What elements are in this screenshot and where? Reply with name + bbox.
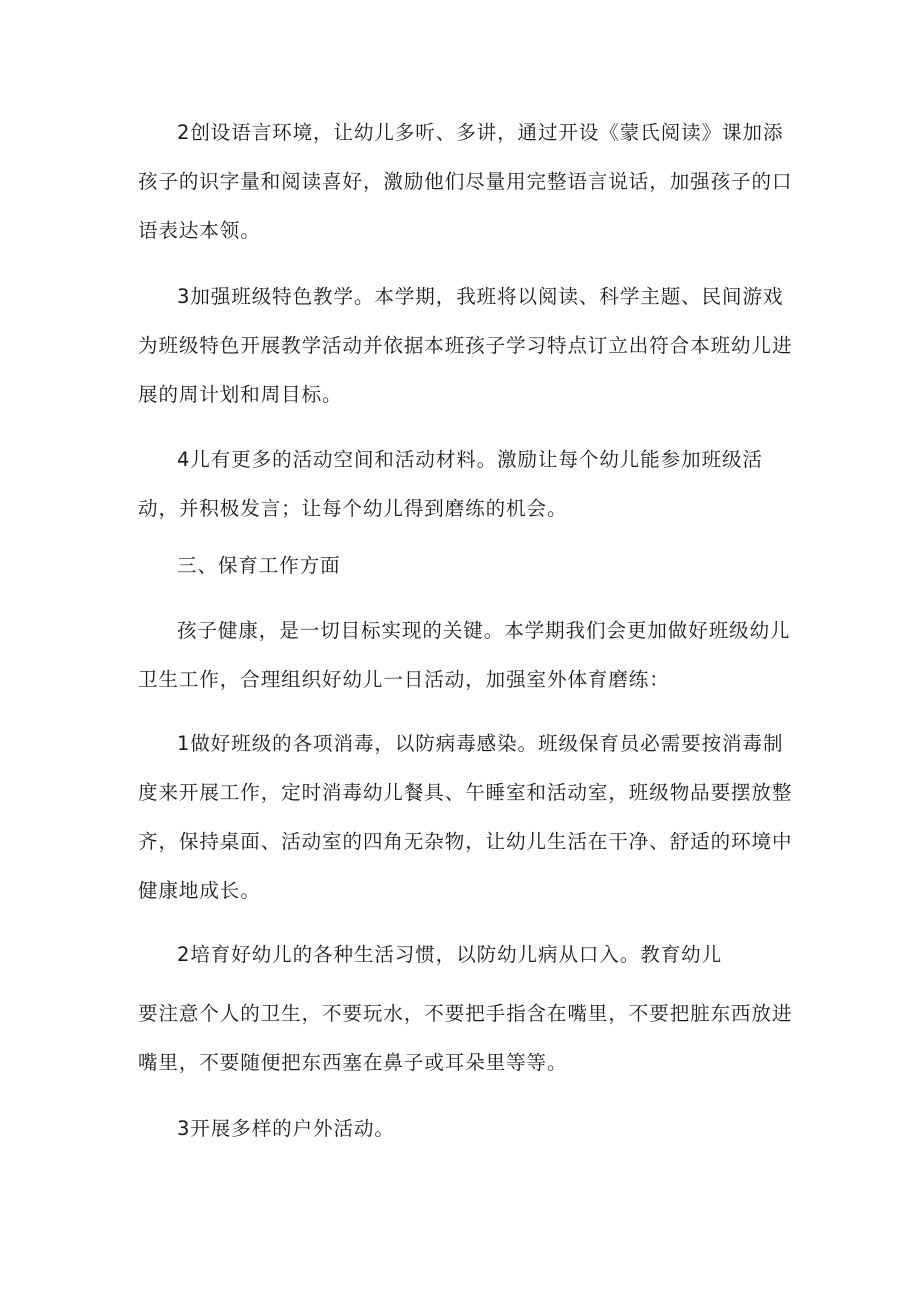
paragraph-1-disinfection-line-3: 齐，保持桌面、活动室的四角无杂物，让幼儿生活在干净、舒适的环境中	[138, 830, 793, 853]
paragraph-health-line-2: 卫生工作，合理组织好幼儿一日活动，加强室外体育磨练：	[138, 668, 670, 691]
paragraph-3-outdoor-line-1: 3开展多样的户外活动。	[177, 1117, 395, 1140]
paragraph-4-activity-line-1: 4儿有更多的活动空间和活动材料。激励让每个幼儿能参加班级活	[177, 448, 763, 471]
paragraph-2-habits-line-2: 要注意个人的卫生，不要玩水，不要把手指含在嘴里，不要把脏东西放进	[138, 1002, 793, 1025]
paragraph-health-line-1: 孩子健康，是一切目标实现的关键。本学期我们会更加做好班级幼儿	[177, 619, 791, 642]
paragraph-3-feature-line-1: 3加强班级特色教学。本学期，我班将以阅读、科学主题、民间游戏	[177, 285, 784, 308]
paragraph-3-feature-line-3: 展的周计划和周目标。	[138, 383, 343, 406]
paragraph-2-habits-line-1: 2培育好幼儿的各种生活习惯，以防幼儿病从口入。教育幼儿	[177, 943, 723, 966]
paragraph-2-habits-line-3: 嘴里，不要随便把东西塞在鼻子或耳朵里等等。	[138, 1051, 568, 1074]
paragraph-1-disinfection-line-2: 度来开展工作，定时消毒幼儿餐具、午睡室和活动室，班级物品要摆放整	[138, 781, 793, 804]
paragraph-1-disinfection-line-4: 健康地成长。	[138, 879, 261, 902]
paragraph-3-feature-line-2: 为班级特色开展教学活动并依据本班孩子学习特点订立出符合本班幼儿进	[138, 334, 793, 357]
section-heading-care-work: 三、保育工作方面	[177, 554, 341, 577]
paragraph-2-language-line-1: 2创设语言环境，让幼儿多听、多讲，通过开设《蒙氏阅读》课加添	[177, 121, 784, 144]
paragraph-2-language-line-2: 孩子的识字量和阅读喜好，激励他们尽量用完整语言说话，加强孩子的口	[138, 170, 793, 193]
paragraph-1-disinfection-line-1: 1做好班级的各项消毒，以防病毒感染。班级保育员必需要按消毒制	[177, 732, 784, 755]
paragraph-2-language-line-3: 语表达本领。	[138, 219, 261, 242]
paragraph-4-activity-line-2: 动，并积极发言；让每个幼儿得到磨练的机会。	[138, 497, 568, 520]
